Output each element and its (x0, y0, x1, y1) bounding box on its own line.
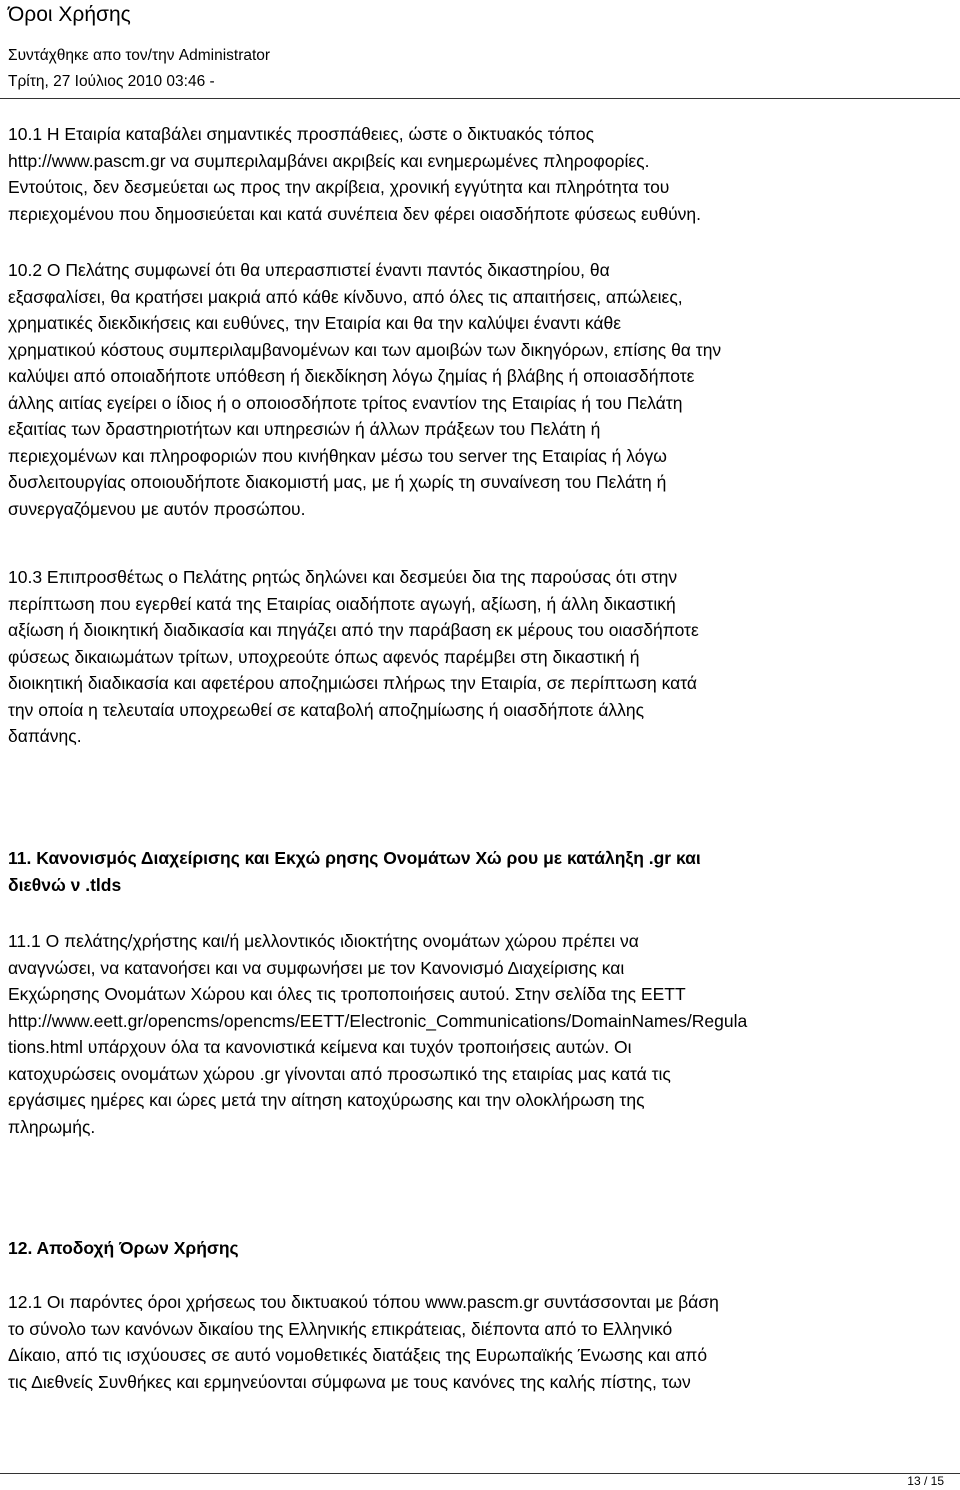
paragraph-12-1: 12.1 Οι παρόντες όροι χρήσεως του δικτυακού τόπου www.pascm.gr συντάσσονται με βάση το σύνολο των κανόνων δικαίου της Ελληνικής επικράτειας, διέποντα από το Ελληνικό Δίκαιο, από τις ισχύουσες σε αυτό νομοθετικές διατάξεις της Ευρωπαϊκής Ένωσης και από τις Διεθνείς Συνθήκες και ερμηνεύονται σύμφωνα με τους κανόνες της καλής πίστης, των (8, 1292, 719, 1392)
section-heading-11: 11. Κανονισμός Διαχείρισης και Εκχώ ρησης Ονομάτων Χώ ρου με κατάληξη .gr και διεθνώ ν .tlds (8, 848, 701, 895)
footer-divider (0, 1473, 960, 1474)
page-number: 13 / 15 (907, 1474, 944, 1488)
header-divider (0, 98, 960, 99)
paragraph-10-3: 10.3 Επιπροσθέτως ο Πελάτης ρητώς δηλώνει και δεσμεύει δια της παρούσας ότι στην περίπτωση που εγερθεί κατά της Εταιρίας οιαδήποτε αγωγή, αξίωση, ή άλλη δικαστική αξίωση ή διοικητική διαδικασία και πηγάζει από την παράβαση εκ μέρους του οιασδήποτε φύσεως δικαιωμάτων τρίτων, υποχρεούτε όπως αφενός παρέμβει στη δικαστική ή διοικητική διαδικασία και αφετέρου αποζημιώσει πλήρως την Εταιρία, σε περίπτωση κατά την οποία η τελευταία υποχρεωθεί σε καταβολή αποζημίωσης ή οιασδήποτε άλλης δαπάνης. (8, 567, 699, 746)
date-line: Τρίτη, 27 Ιούλιος 2010 03:46 - (8, 73, 215, 90)
paragraph-10-1: 10.1 Η Εταιρία καταβάλει σημαντικές προσπάθειες, ώστε ο δικτυακός τόπος http://www.pascm.gr να συμπεριλαμβάνει ακριβείς και ενημερωμένες πληροφορίες. Εντούτοις, δεν δεσμεύεται ως προς την ακρίβεια, χρονική εγγύτητα και πληρότητα του περιεχομένου που δημοσιεύεται και κατά συνέπεια δεν φέρει οιασδήποτε φύσεως ευθύνη. (8, 124, 702, 224)
section-heading-12: 12. Αποδοχή Όρων Χρήσης (8, 1238, 239, 1258)
paragraph-10-2: 10.2 Ο Πελάτης συμφωνεί ότι θα υπερασπιστεί έναντι παντός δικαστηρίου, θα εξασφαλίσει, θα κρατήσει μακριά από κάθε κίνδυνο, από όλες τις απαιτήσεις, απώλειες, χρηματικές διεκδικήσεις και ευθύνες, την Εταιρία και θα την καλύψει έναντι κάθε χρηματικού κόστους συμπεριλαμβανομένων και των αμοιβών των δικηγόρων, επίσης θα την καλύψει από οποιαδήποτε υπόθεση ή διεκδίκηση λόγω ζημίας ή βλάβης ή οποιασδήποτε άλλης αιτίας εγείρει ο ίδιος ή ο οποιοσδήποτε τρίτος εναντίον της Εταιρίας ή του Πελάτη εξαιτίας των δραστηριοτήτων και υπηρεσιών ή άλλων πράξεων του Πελάτη ή περιεχομένων και πληροφοριών που κινήθηκαν μέσω του server της Εταιρίας ή λόγω δυσλειτουργίας οποιουδήποτε διακομιστή μας, με ή χωρίς τη συναίνεση του Πελάτη ή συνεργαζόμενου με αυτόν προσώπου. (8, 260, 722, 519)
page-title: Όροι Χρήσης (8, 3, 131, 26)
author-line: Συντάχθηκε απο τον/την Administrator (8, 47, 271, 64)
paragraph-11-1: 11.1 Ο πελάτης/χρήστης και/ή μελλοντικός ιδιοκτήτης ονομάτων χώρου πρέπει να αναγνώσει, να κατανοήσει και να συμφωνήσει με τον Κανονισμό Διαχείρισης και Εκχώρησης Ονομάτων Χώρου και όλες τις τροποποιήσεις αυτού. Στην σελίδα της ΕΕΤΤ http://www.eett.gr/opencms/opencms/EETT/Electronic_Communications/DomainNames/Regula tions.html υπάρχουν όλα τα κανονιστικά κείμενα και τυχόν τροποιήσεις αυτών. Οι κατοχυρώσεις ονομάτων χώρου .gr γίνονται από προσωπικό της εταιρίας μας κατά τις εργάσιμες ημέρες και ώρες μετά την αίτηση κατοχύρωσης και την ολοκλήρωση της πληρωμής. (8, 931, 748, 1137)
